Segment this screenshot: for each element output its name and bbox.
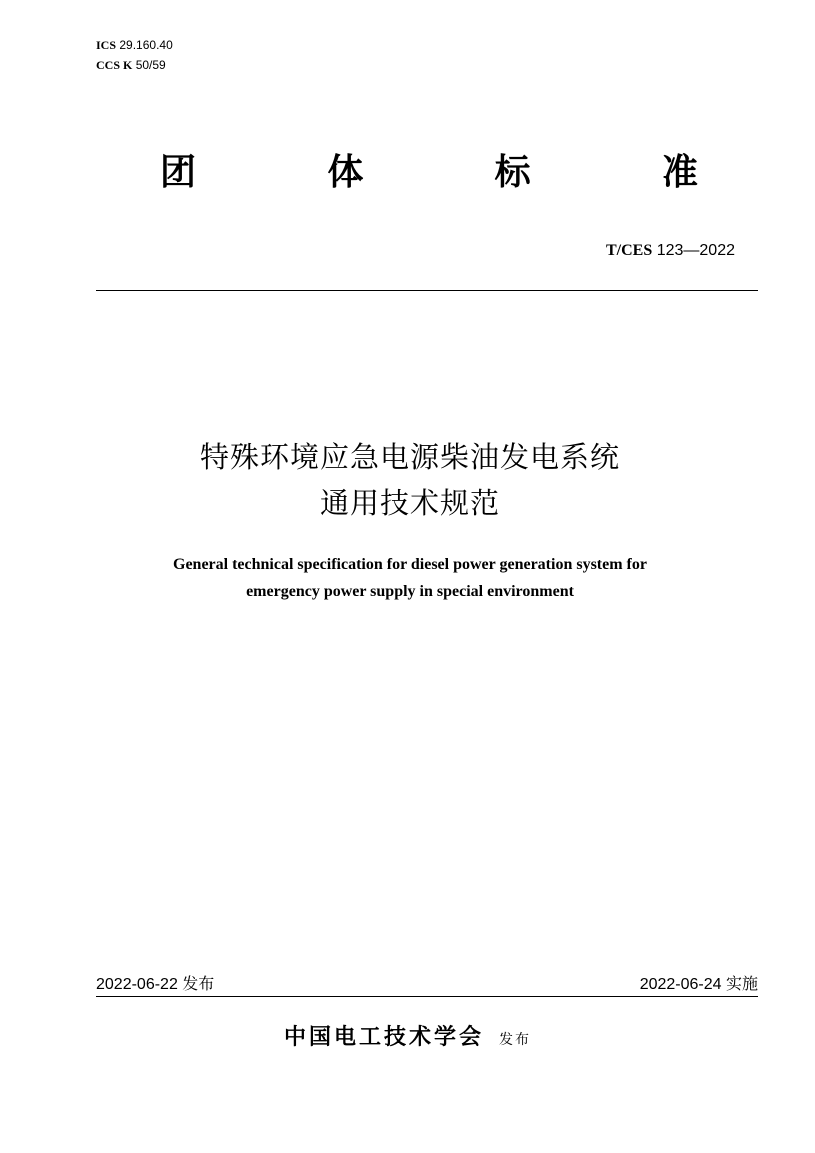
publisher bbox=[0, 1020, 815, 1051]
publisher-organization: 中国电工技术学会 bbox=[283, 1025, 484, 1050]
standard-number bbox=[606, 240, 735, 262]
standard-type-char: 标 bbox=[494, 152, 531, 193]
english-title-line-1: General technical specification for diesel power generation system for bbox=[173, 556, 647, 573]
standard-number-prefix: T/CES bbox=[606, 242, 653, 259]
implementation-date: 2022-06-24 实施 bbox=[639, 976, 758, 993]
ics-classification bbox=[96, 38, 173, 52]
standard-number-value: 123—2022 bbox=[656, 242, 735, 259]
top-divider bbox=[96, 290, 758, 291]
standard-type-char: 准 bbox=[661, 152, 698, 193]
ccs-code: 50/59 bbox=[135, 58, 166, 72]
chinese-title-line-2: 通用技术规范 bbox=[319, 486, 500, 520]
chinese-title-line-1: 特殊环境应急电源柴油发电系统 bbox=[199, 440, 620, 474]
ics-code: 29.160.40 bbox=[119, 38, 173, 52]
standard-type-heading bbox=[96, 150, 758, 200]
standard-type-char: 团 bbox=[160, 152, 197, 193]
issue-date: 2022-06-22 发布 bbox=[96, 976, 215, 993]
ics-label: ICS bbox=[96, 38, 117, 52]
standard-type-char: 体 bbox=[327, 152, 364, 193]
bottom-divider bbox=[96, 996, 758, 997]
publisher-label: 发布 bbox=[499, 1032, 532, 1048]
english-title-line-2: emergency power supply in special environment bbox=[246, 583, 574, 600]
ccs-classification bbox=[96, 58, 166, 72]
ccs-label: CCS K bbox=[96, 58, 133, 72]
